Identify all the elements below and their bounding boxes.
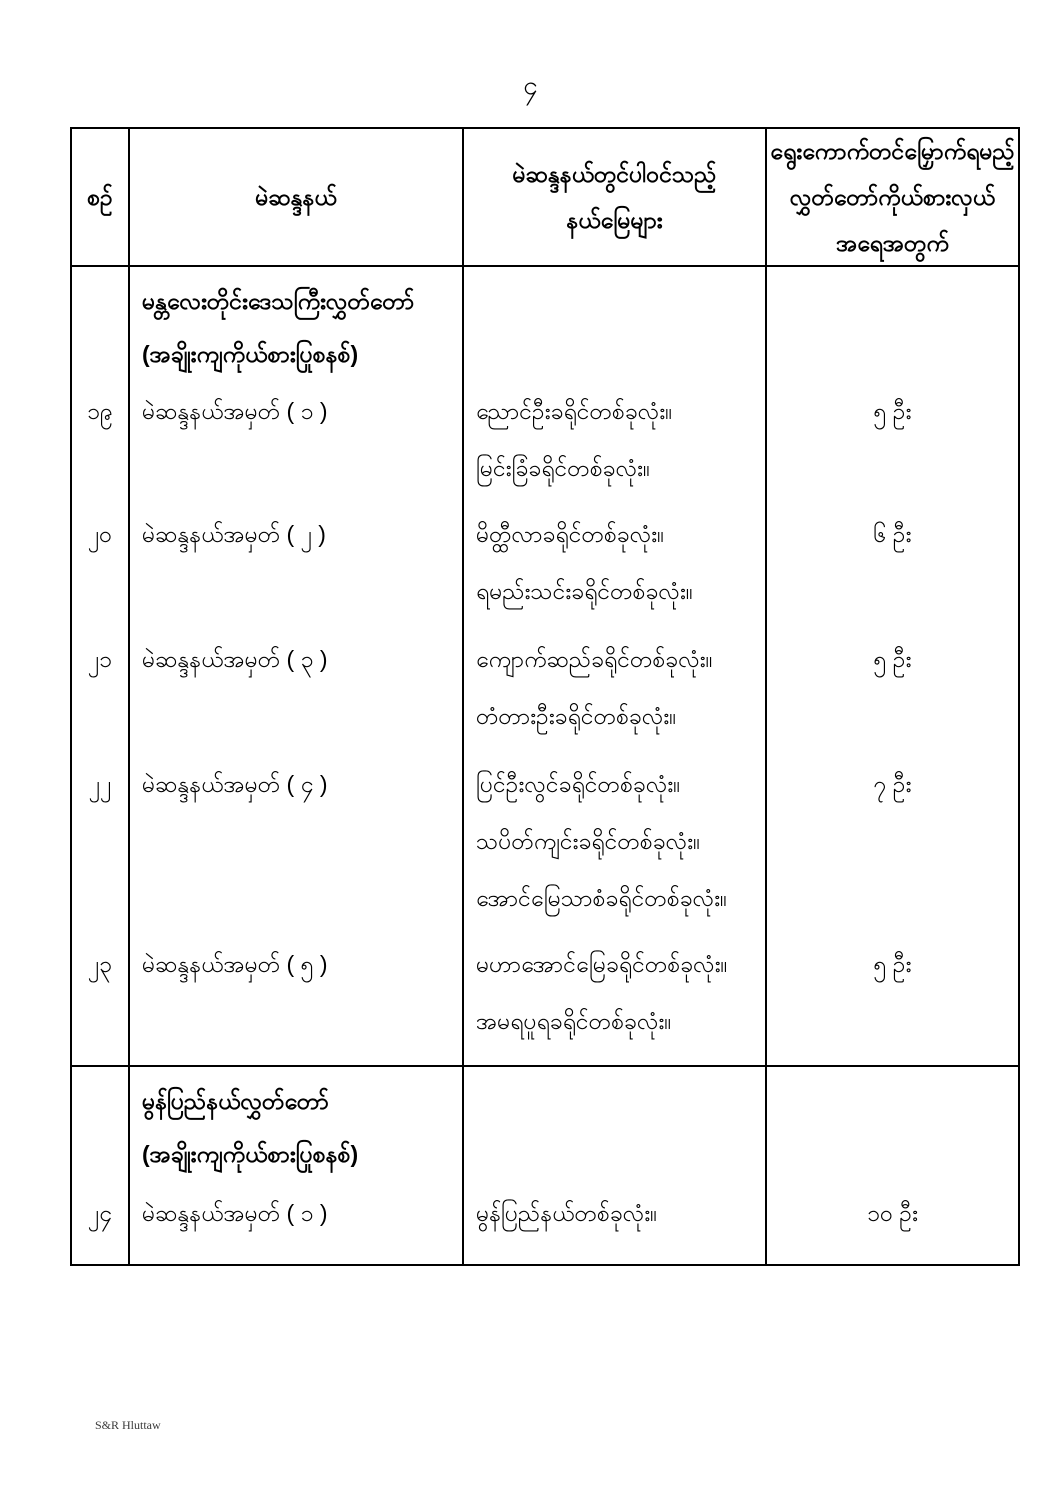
areas-cell xyxy=(464,930,767,1065)
section-title-line1: မန္တလေးတိုင်းဒေသကြီးလွှတ်တော် xyxy=(142,288,415,314)
header-label-constituency: မဲဆန္ဒနယ် xyxy=(255,184,337,210)
constituency-cell: မဲဆန္ဒနယ်အမှတ် ( ၁ ) xyxy=(130,1179,464,1264)
section-title-line2: (အချိုးကျကိုယ်စားပြုစနစ်) xyxy=(142,341,359,367)
area-line: သပိတ်ကျင်းခရိုင်တစ်ခုလုံး။ xyxy=(476,828,701,854)
row-number-cell: ၂၁ xyxy=(72,625,130,750)
reps-count-cell: ၆ ဦး xyxy=(873,521,912,547)
area-line: ရမည်းသင်းခရိုင်တစ်ခုလုံး။ xyxy=(476,578,693,604)
header-cell-areas xyxy=(464,129,767,265)
reps-count-cell: ၁၀ ဦး xyxy=(867,1200,918,1226)
constituency-cell: မဲဆန္ဒနယ်အမှတ် ( ၁ ) xyxy=(130,377,464,500)
header-label-areas-line2: နယ်မြေများ xyxy=(566,207,663,233)
section-title-row xyxy=(72,1067,1018,1179)
reps-count-cell: ၅ ဦး xyxy=(873,646,912,672)
page-number: ၄ xyxy=(523,70,538,100)
header-cell-constituency xyxy=(130,129,464,265)
table-row xyxy=(72,1179,1018,1264)
table-row xyxy=(72,625,1018,750)
areas-cell xyxy=(464,750,767,930)
areas-cell xyxy=(464,377,767,500)
constituency-cell: မဲဆန္ဒနယ်အမှတ် ( ၅ ) xyxy=(130,930,464,1065)
empty-cell xyxy=(767,267,1018,377)
row-number-cell: ၂၃ xyxy=(72,930,130,1065)
area-line: မွန်ပြည်နယ်တစ်ခုလုံး။ xyxy=(476,1200,658,1226)
table-row xyxy=(72,500,1018,625)
areas-cell xyxy=(464,1179,767,1264)
section-title-cell xyxy=(130,1067,464,1179)
footer-watermark: S&R Hluttaw xyxy=(95,1418,161,1432)
section-title-row xyxy=(72,267,1018,377)
section-title-cell xyxy=(130,267,464,377)
header-label-areas-line1: မဲဆန္ဒနယ်တွင်ပါဝင်သည့် xyxy=(512,161,717,187)
row-number-cell: ၂၂ xyxy=(72,750,130,930)
areas-cell xyxy=(464,625,767,750)
area-line: ညောင်ဦးခရိုင်တစ်ခုလုံး။ xyxy=(476,398,673,424)
header-label-reps-line3: အရေအတွက် xyxy=(836,230,949,256)
table-row xyxy=(72,930,1018,1065)
area-line: တံတားဦးခရိုင်တစ်ခုလုံး။ xyxy=(476,703,677,729)
reps-count-cell: ၅ ဦး xyxy=(873,398,912,424)
reps-count-cell: ၅ ဦး xyxy=(873,951,912,977)
header-cell-no xyxy=(72,129,130,265)
empty-cell xyxy=(464,1067,767,1179)
section-title-line1: မွန်ပြည်နယ်လွှတ်တော် xyxy=(142,1088,329,1114)
empty-cell xyxy=(464,267,767,377)
constituency-cell: မဲဆန္ဒနယ်အမှတ် ( ၂ ) xyxy=(130,500,464,625)
area-line: အမရပူရခရိုင်တစ်ခုလုံး။ xyxy=(476,1008,672,1034)
area-line: ပြင်ဦးလွင်ခရိုင်တစ်ခုလုံး။ xyxy=(476,771,681,797)
constituency-cell: မဲဆန္ဒနယ်အမှတ် ( ၃ ) xyxy=(130,625,464,750)
header-cell-representatives xyxy=(767,129,1018,265)
area-line: မိတ္ထီလာခရိုင်တစ်ခုလုံး။ xyxy=(476,521,665,547)
section-mon-state xyxy=(72,1065,1018,1264)
row-number-cell: ၁၉ xyxy=(72,377,130,500)
empty-cell xyxy=(72,267,130,377)
section-mandalay-region xyxy=(72,267,1018,1065)
empty-cell xyxy=(767,1067,1018,1179)
row-number-cell: ၂၀ xyxy=(72,500,130,625)
constituency-table xyxy=(70,127,1020,1266)
row-number-cell: ၂၄ xyxy=(72,1179,130,1264)
area-line: အောင်မြေသာစံခရိုင်တစ်ခုလုံး။ xyxy=(476,885,728,911)
section-title-line2: (အချိုးကျကိုယ်စားပြုစနစ်) xyxy=(142,1141,359,1167)
areas-cell xyxy=(464,500,767,625)
reps-count-cell: ၇ ဦး xyxy=(873,771,912,797)
header-label-reps-line2: လွှတ်တော်ကိုယ်စားလှယ် xyxy=(789,184,996,210)
area-line: ကျောက်ဆည်ခရိုင်တစ်ခုလုံး။ xyxy=(476,646,713,672)
table-header-row xyxy=(72,129,1018,267)
area-line: မဟာအောင်မြေခရိုင်တစ်ခုလုံး။ xyxy=(476,951,728,977)
table-row xyxy=(72,377,1018,500)
header-label-no: စဉ် xyxy=(87,184,113,210)
empty-cell xyxy=(72,1067,130,1179)
area-line: မြင်းခြံခရိုင်တစ်ခုလုံး။ xyxy=(476,455,650,481)
header-label-reps-line1: ရွေးကောက်တင်မြှောက်ရမည့် xyxy=(770,138,1015,164)
table-row xyxy=(72,750,1018,930)
constituency-cell: မဲဆန္ဒနယ်အမှတ် ( ၄ ) xyxy=(130,750,464,930)
